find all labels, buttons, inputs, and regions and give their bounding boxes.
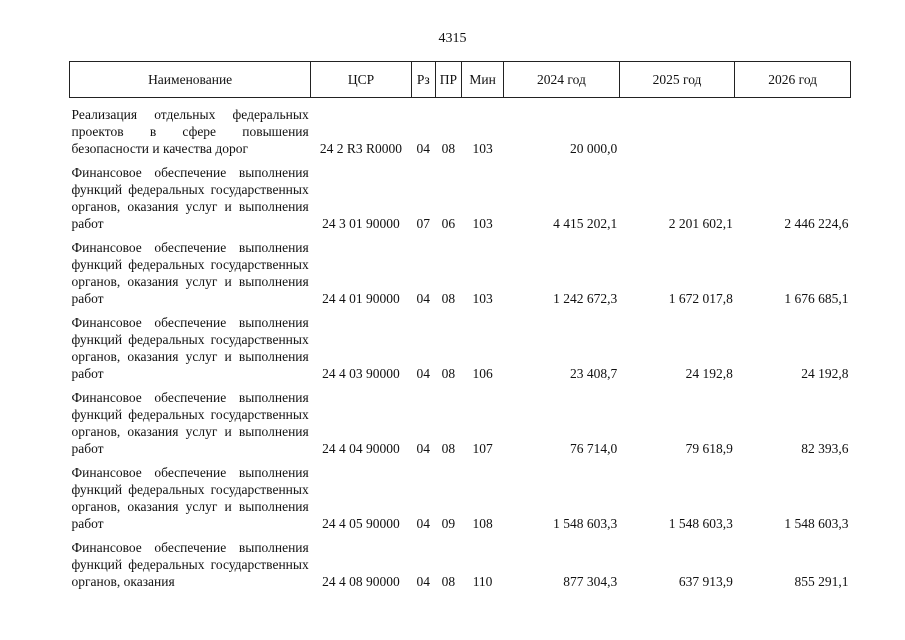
row-2025: 1 548 603,3 xyxy=(668,516,733,531)
row-min: 107 xyxy=(472,441,493,456)
row-2024: 877 304,3 xyxy=(563,574,618,589)
row-csr: 24 4 08 90000 xyxy=(322,574,400,589)
row-2025: 24 192,8 xyxy=(685,366,733,381)
row-2025: 79 618,9 xyxy=(685,441,733,456)
header-2025: 2025 год xyxy=(619,62,735,98)
table-row xyxy=(70,314,851,389)
row-2026 xyxy=(735,98,851,165)
row-2024: 23 408,7 xyxy=(570,366,618,381)
row-2024: 76 714,0 xyxy=(570,441,618,456)
row-rz: 04 xyxy=(416,441,431,456)
row-pr: 08 xyxy=(441,441,456,456)
table-row xyxy=(70,464,851,539)
page-number: 4315 xyxy=(438,31,467,46)
header-csr: ЦСР xyxy=(311,62,412,98)
row-name: Финансовое обеспечение выполнения функций федеральных государственных органов, оказания услуг и выполнения работ xyxy=(71,465,309,531)
row-2026: 2 446 224,6 xyxy=(784,216,849,231)
row-csr: 24 2 R3 R0000 xyxy=(319,141,403,156)
row-rz: 04 xyxy=(416,291,431,306)
row-name: Финансовое обеспечение выполнения функций федеральных государственных органов, оказания xyxy=(71,540,309,589)
row-2026: 1 548 603,3 xyxy=(784,516,849,531)
row-rz: 04 xyxy=(416,574,431,589)
table-row xyxy=(70,98,851,165)
row-name: Финансовое обеспечение выполнения функций федеральных государственных органов, оказания услуг и выполнения работ xyxy=(71,390,309,456)
row-2026: 82 393,6 xyxy=(801,441,849,456)
row-2025: 637 913,9 xyxy=(678,574,733,589)
row-2026: 1 676 685,1 xyxy=(784,291,849,306)
row-rz: 04 xyxy=(416,516,431,531)
budget-table xyxy=(69,61,851,597)
row-name: Реализация отдельных федеральных проектов в сфере повышения безопасности и качества дорог xyxy=(71,107,309,156)
row-2024: 4 415 202,1 xyxy=(553,216,618,231)
row-min: 103 xyxy=(472,291,493,306)
row-pr: 08 xyxy=(441,291,456,306)
row-csr: 24 3 01 90000 xyxy=(322,216,400,231)
row-rz: 07 xyxy=(416,216,431,231)
row-min: 103 xyxy=(472,216,493,231)
row-2026: 855 291,1 xyxy=(794,574,849,589)
row-2024: 1 548 603,3 xyxy=(553,516,618,531)
header-pr: ПР xyxy=(435,62,461,98)
row-csr: 24 4 03 90000 xyxy=(322,366,400,381)
row-rz: 04 xyxy=(416,366,431,381)
table-row xyxy=(70,239,851,314)
row-2026: 24 192,8 xyxy=(801,366,849,381)
header-min: Мин xyxy=(461,62,503,98)
row-csr: 24 4 04 90000 xyxy=(322,441,400,456)
row-min: 106 xyxy=(472,366,493,381)
row-pr: 08 xyxy=(441,574,456,589)
row-pr: 09 xyxy=(441,516,456,531)
row-pr: 08 xyxy=(441,366,456,381)
row-2025: 1 672 017,8 xyxy=(668,291,733,306)
row-2025: 2 201 602,1 xyxy=(668,216,733,231)
row-csr: 24 4 01 90000 xyxy=(322,291,400,306)
row-2024: 1 242 672,3 xyxy=(553,291,618,306)
row-2025 xyxy=(619,98,735,165)
table-row xyxy=(70,164,851,239)
row-min: 103 xyxy=(472,141,493,156)
row-min: 110 xyxy=(472,574,493,589)
row-rz: 04 xyxy=(416,141,431,156)
header-2026: 2026 год xyxy=(735,62,851,98)
row-csr: 24 4 05 90000 xyxy=(322,516,400,531)
row-pr: 06 xyxy=(441,216,456,231)
header-2024: 2024 год xyxy=(504,62,620,98)
row-name: Финансовое обеспечение выполнения функций федеральных государственных органов, оказания услуг и выполнения работ xyxy=(71,240,309,306)
header-rz: Рз xyxy=(411,62,435,98)
row-name: Финансовое обеспечение выполнения функций федеральных государственных органов, оказания услуг и выполнения работ xyxy=(71,315,309,381)
table-row xyxy=(70,539,851,597)
header-name: Наименование xyxy=(70,62,311,98)
row-2024: 20 000,0 xyxy=(570,141,618,156)
row-min: 108 xyxy=(472,516,493,531)
row-name: Финансовое обеспечение выполнения функций федеральных государственных органов, оказания услуг и выполнения работ xyxy=(71,165,309,231)
table-row xyxy=(70,389,851,464)
table-header-row xyxy=(70,62,851,98)
row-pr: 08 xyxy=(441,141,456,156)
